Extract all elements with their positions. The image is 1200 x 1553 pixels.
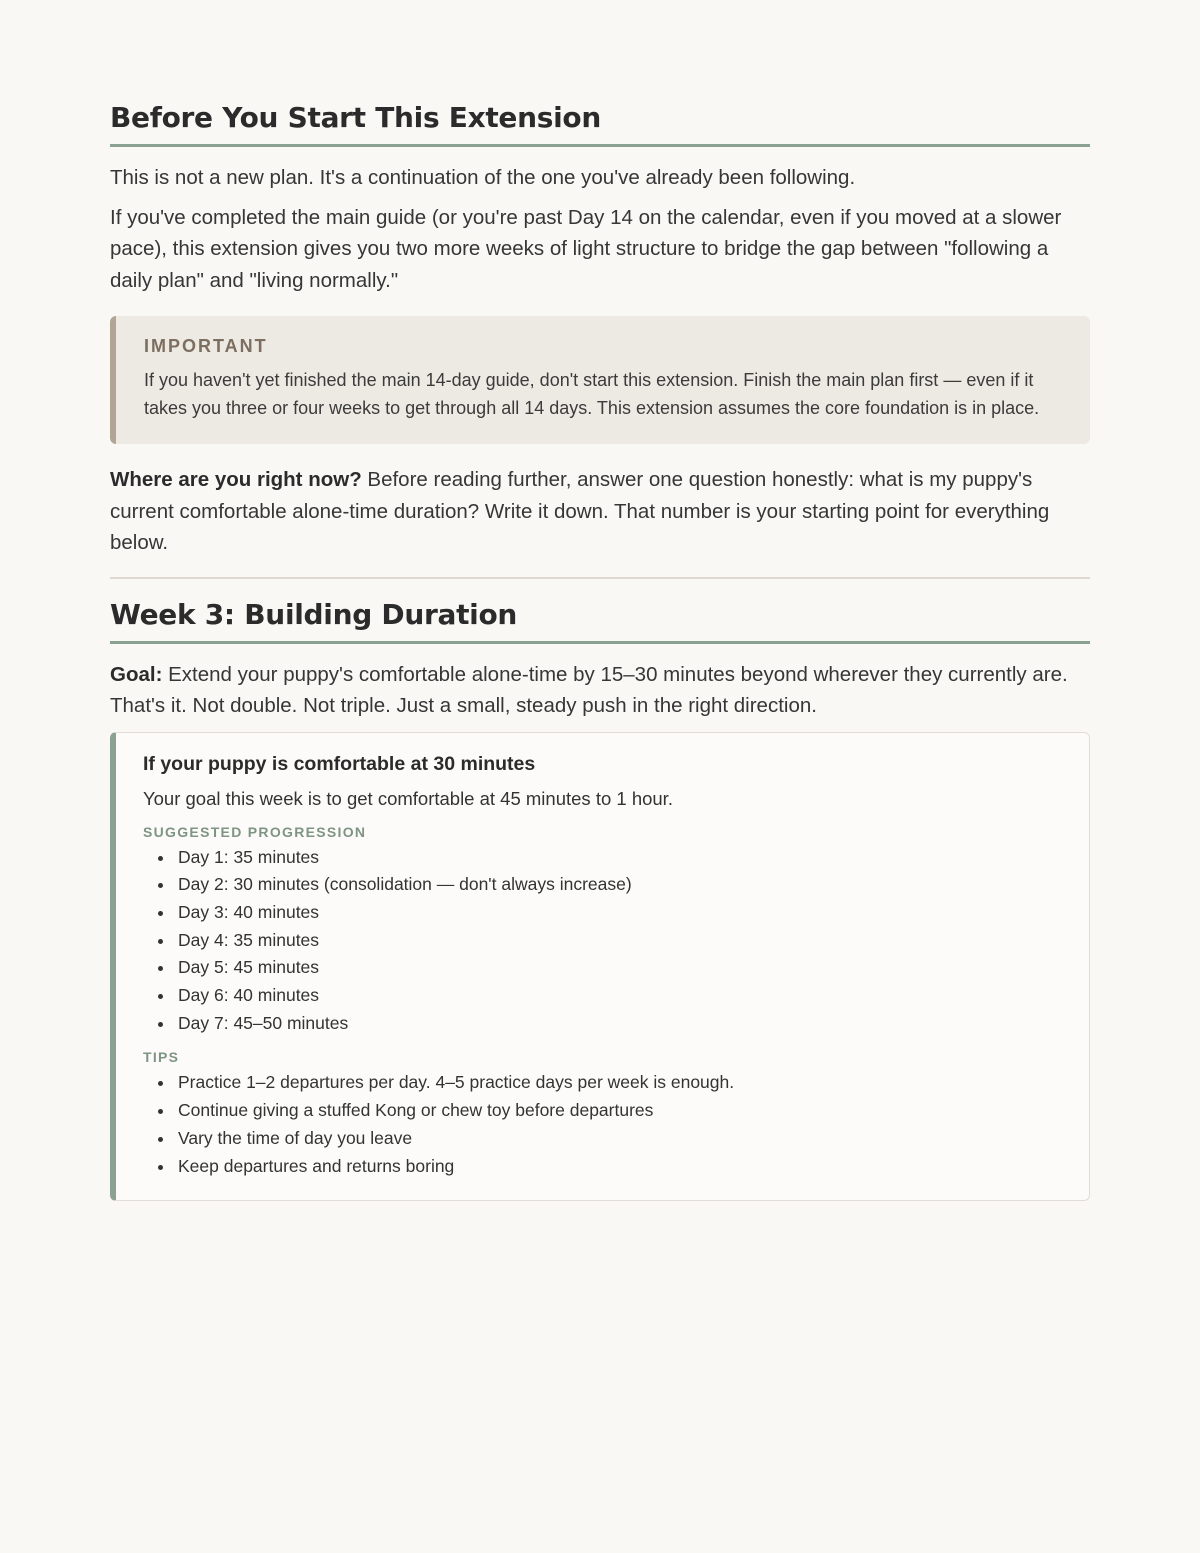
where-are-you-paragraph	[110, 464, 1090, 559]
goal-text: Extend your puppy's comfortable alone-time by 15–30 minutes beyond wherever they currently are. That's it. Not double. Not triple. Just a small, steady push in the right direction.	[110, 662, 1068, 717]
list-item: Practice 1–2 departures per day. 4–5 practice days per week is enough.	[143, 1069, 1059, 1097]
card-title: If your puppy is comfortable at 30 minutes	[143, 752, 536, 775]
list-item: Vary the time of day you leave	[143, 1125, 1059, 1153]
list-item: Day 6: 40 minutes	[143, 982, 1059, 1010]
progression-label: SUGGESTED PROGRESSION	[143, 823, 367, 840]
section-title-before-you-start: Before You Start This Extension	[110, 101, 1090, 147]
list-item: Day 3: 40 minutes	[143, 899, 1059, 927]
intro-paragraph-2: If you've completed the main guide (or you're past Day 14 on the calendar, even if you moved at a slower pace), this extension gives you two more weeks of light structure to bridge the gap between "following a daily plan" and "living normally."	[110, 205, 1062, 292]
list-item: Keep departures and returns boring	[143, 1153, 1059, 1181]
card-goal-text: Your goal this week is to get comfortable at 45 minutes to 1 hour.	[143, 787, 673, 809]
tips-label: TIPS	[143, 1049, 180, 1066]
list-item: Day 2: 30 minutes (consolidation — don't always increase)	[143, 871, 1059, 899]
list-item: Day 1: 35 minutes	[143, 844, 1059, 872]
where-are-you-text: Before reading further, answer one question honestly: what is my puppy's current comfortable alone-time duration? Write it down. That number is your starting point for everything below.	[110, 468, 1050, 554]
list-item: Continue giving a stuffed Kong or chew toy before departures	[143, 1097, 1059, 1125]
progression-list	[143, 844, 1059, 1038]
document-page	[0, 101, 1200, 1553]
goal-lead: Goal:	[110, 662, 163, 686]
callout-text: If you haven't yet finished the main 14-day guide, don't start this extension. Finish the main plan first — even if it takes you three or four weeks to get through all 14 days. This extension assumes the core foundation is in place.	[144, 370, 1040, 418]
section-title-week-3: Week 3: Building Duration	[110, 598, 1090, 644]
scenario-card-30-minutes	[110, 732, 1090, 1202]
important-callout	[110, 316, 1090, 444]
list-item: Day 7: 45–50 minutes	[143, 1010, 1059, 1038]
callout-label: IMPORTANT	[144, 336, 268, 356]
list-item: Day 5: 45 minutes	[143, 954, 1059, 982]
list-item: Day 4: 35 minutes	[143, 927, 1059, 955]
intro-paragraph-1: This is not a new plan. It's a continuation of the one you've already been following.	[110, 166, 856, 189]
tips-list	[143, 1069, 1059, 1180]
week3-goal-paragraph	[110, 659, 1090, 722]
where-are-you-lead: Where are you right now?	[110, 468, 362, 491]
section-divider	[110, 577, 1090, 579]
